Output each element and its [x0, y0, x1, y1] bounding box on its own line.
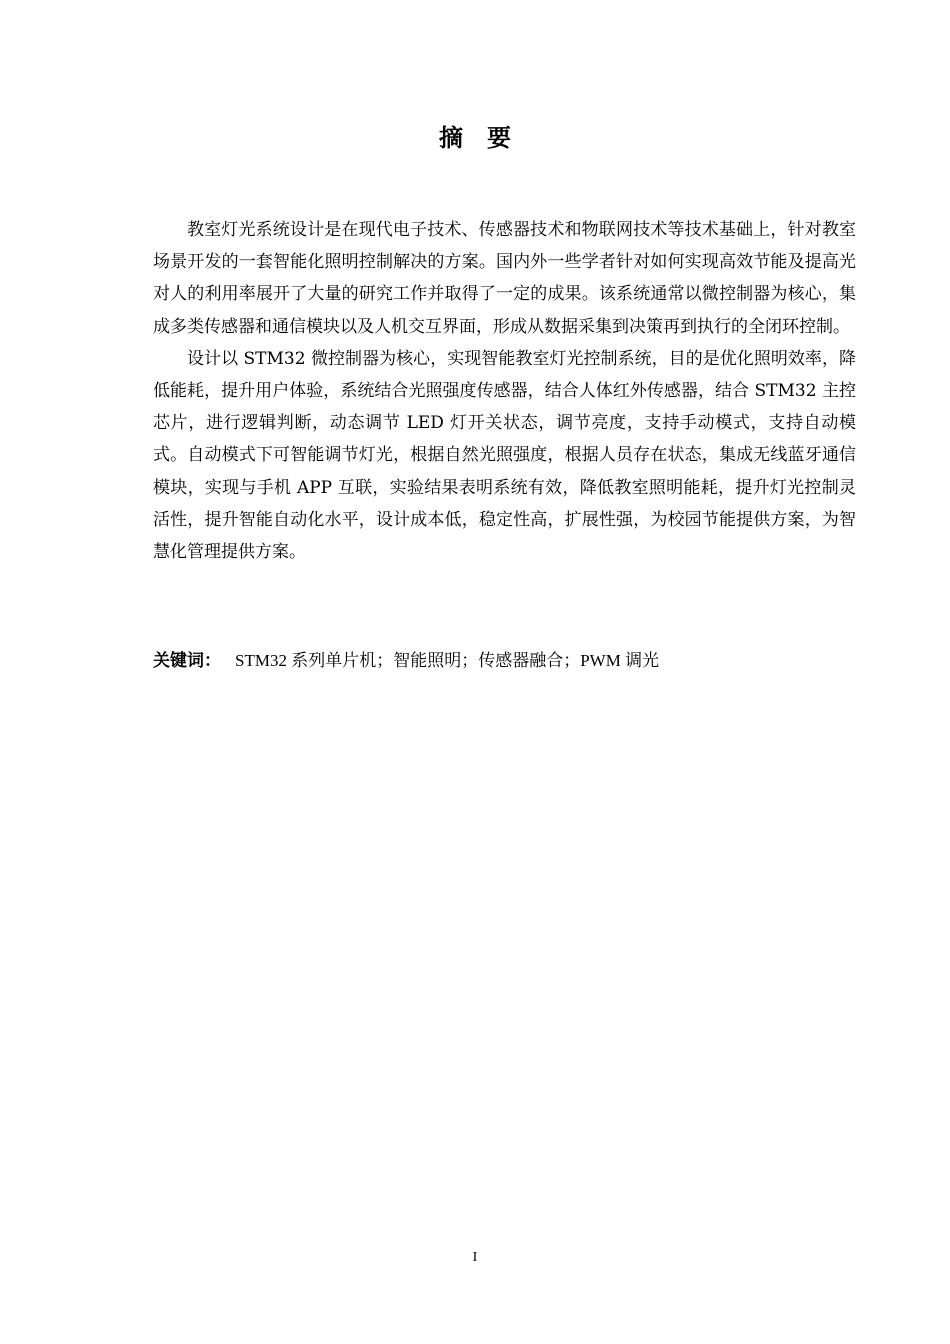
abstract-body — [153, 214, 856, 568]
keywords-line — [153, 646, 856, 676]
page-title: 摘要 — [439, 124, 535, 152]
keywords-label: 关键词： — [153, 651, 221, 671]
page-number: I — [472, 1250, 478, 1265]
abstract-paragraph-2: 设计以 STM32 微控制器为核心，实现智能教室灯光控制系统，目的是优化照明效率，降低能耗，提升用户体验，系统结合光照强度传感器，结合人体红外传感器，结合 STM32 主控芯片，进行逻辑判断，动态调节 LED 灯开关状态，调节亮度，支持手动模式，支持自动模式。自动模式下可智能调节灯光，根据自然光照强度，根据人员存在状态，集成无线蓝牙通信模块，实现与手机 APP 互联，实验结果表明系统有效，降低教室照明能耗，提升灯光控制灵活性，提升智能自动化水平，设计成本低，稳定性高，扩展性强，为校园节能提供方案，为智慧化管理提供方案。 — [153, 348, 856, 563]
keywords-value: STM32 系列单片机；智能照明；传感器融合；PWM 调光 — [235, 651, 660, 670]
abstract-paragraph-1: 教室灯光系统设计是在现代电子技术、传感器技术和物联网技术等技术基础上，针对教室场景开发的一套智能化照明控制解决的方案。国内外一些学者针对如何实现高效节能及提高光对人的利用率展开了大量的研究工作并取得了一定的成果。该系统通常以微控制器为核心，集成多类传感器和通信模块以及人机交互界面，形成从数据采集到决策再到执行的全闭环控制。 — [153, 220, 856, 337]
